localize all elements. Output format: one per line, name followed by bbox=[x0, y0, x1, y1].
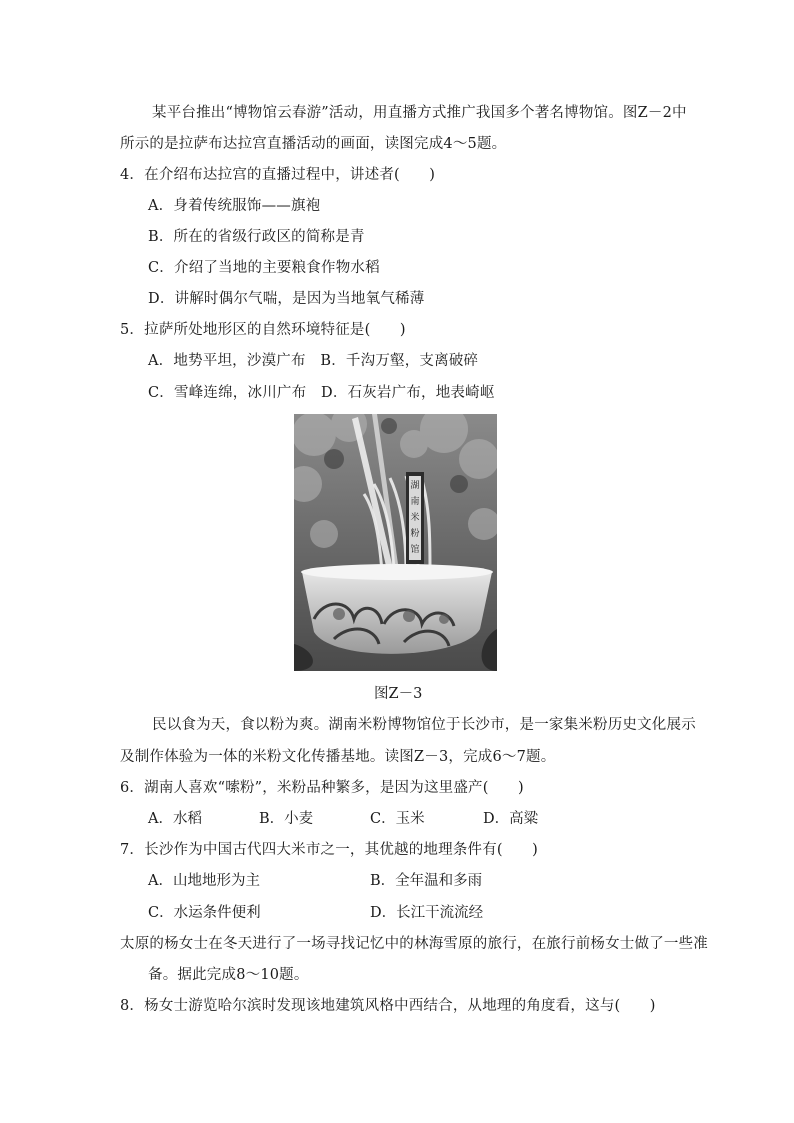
q7-stem: 7．长沙作为中国古代四大米市之一，其优越的地理条件有( ) bbox=[120, 842, 539, 858]
figure-caption: 图Z－3 bbox=[374, 686, 423, 702]
signboard-char-3: 米 bbox=[410, 513, 420, 523]
q4-option-d: D．讲解时偶尔气喘，是因为当地氧气稀薄 bbox=[148, 291, 425, 307]
intro3-line1: 太原的杨女士在冬天进行了一场寻找记忆中的林海雪原的旅行，在旅行前杨女士做了一些准 bbox=[120, 936, 708, 952]
signboard-char-4: 粉 bbox=[410, 529, 420, 539]
signboard-char-5: 馆 bbox=[410, 545, 420, 555]
rice-noodle-museum-photo bbox=[294, 414, 497, 671]
q4-stem: 4．在介绍布达拉宫的直播过程中，讲述者( ) bbox=[120, 167, 436, 183]
signboard-char-1: 湖 bbox=[410, 481, 420, 491]
q4-option-b: B．所在的省级行政区的简称是青 bbox=[148, 229, 365, 245]
intro2-line1: 民以食为天，食以粉为爽。湖南米粉博物馆位于长沙市，是一家集米粉历史文化展示 bbox=[152, 717, 696, 733]
q6-option-b: B．小麦 bbox=[259, 811, 314, 827]
intro2-line2: 及制作体验为一体的米粉文化传播基地。读图Z－3，完成6～7题。 bbox=[120, 749, 556, 765]
q7-option-a: A．山地地形为主 bbox=[148, 873, 260, 889]
intro1-line1: 某平台推出“博物馆云春游”活动，用直播方式推广我国多个著名博物馆。图Z－2中 bbox=[152, 105, 687, 121]
q6-stem: 6．湖南人喜欢“嗦粉”，米粉品种繁多，是因为这里盛产( ) bbox=[120, 780, 524, 796]
q7-option-c: C．水运条件便利 bbox=[148, 905, 261, 921]
q4-option-c: C．介绍了当地的主要粮食作物水稻 bbox=[148, 260, 380, 276]
q5-options-row2: C．雪峰连绵，冰川广布 D．石灰岩广布，地表崎岖 bbox=[148, 385, 495, 401]
q7-option-d: D．长江干流流经 bbox=[370, 905, 484, 921]
intro3-line2: 备。据此完成8～10题。 bbox=[148, 967, 309, 983]
museum-bowl-illustration bbox=[294, 414, 497, 671]
q4-option-a: A．身着传统服饰——旗袍 bbox=[148, 198, 321, 214]
q6-option-c: C．玉米 bbox=[370, 811, 425, 827]
intro1-line2: 所示的是拉萨布达拉宫直播活动的画面，读图完成4～5题。 bbox=[120, 136, 507, 152]
q8-stem: 8．杨女士游览哈尔滨时发现该地建筑风格中西结合，从地理的角度看，这与( ) bbox=[120, 998, 656, 1014]
q6-option-a: A．水稻 bbox=[148, 811, 202, 827]
q5-options-row1: A．地势平坦，沙漠广布 B．千沟万壑，支离破碎 bbox=[148, 353, 479, 369]
q5-stem: 5．拉萨所处地形区的自然环境特征是( ) bbox=[120, 322, 406, 338]
q7-option-b: B．全年温和多雨 bbox=[370, 873, 483, 889]
q6-option-d: D．高粱 bbox=[483, 811, 539, 827]
signboard-char-2: 南 bbox=[410, 497, 420, 507]
